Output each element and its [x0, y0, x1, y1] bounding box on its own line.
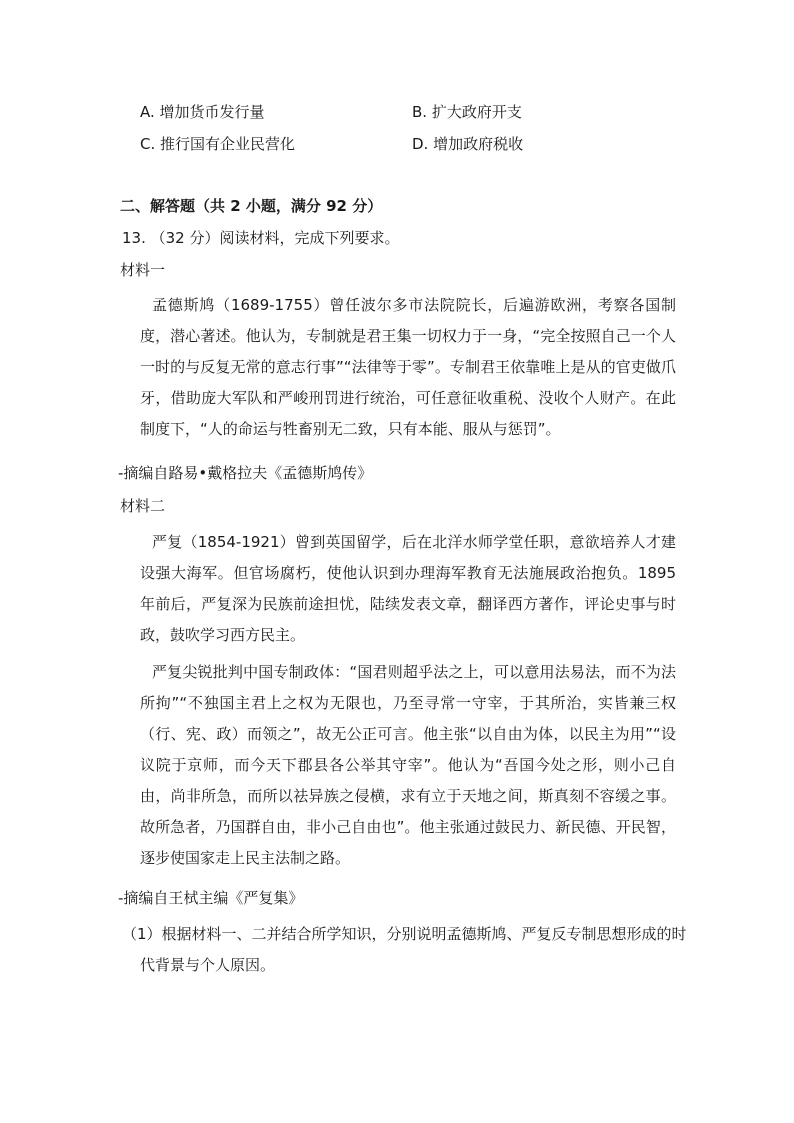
sub-question-1: （1）根据材料一、二并结合所学知识，分别说明孟德斯鸠、严复反专制思想形成的时代背景与个人原因。: [122, 925, 687, 974]
material-2-paragraph-2: 严复尖锐批判中国专制政体：“国君则超乎法之上，可以意用法易法，而不为法所拘”“不独国主君上之权为无限也，乃至寻常一守宰，于其所治，实皆兼三权（行、宪、政）而领之”，故无公正可言。他主张“以自由为体，以民主为用”“设议院于京师，而今天下郡县各公举其守宰”。他认为“吾国今处之形，则小己自由，尚非所急，而所以祛异族之侵横，求有立于天地之间，斯真刻不容缓之事。故所急者，乃国群自由，非小己自由也”。他主张通过鼓民力、新民德、开民智，逐步使国家走上民主法制之路。: [140, 663, 676, 867]
choice-c: C. 推行国有企业民营化: [140, 135, 296, 153]
choice-d: D. 增加政府税收: [412, 135, 524, 153]
section-title: 二、解答题（共 2 小题，满分 92 分）: [120, 197, 383, 215]
material-2-paragraph-1: 严复（1854-1921）曾到英国留学，后在北洋水师学堂任职，意欲培养人才建设强大海军。但官场腐朽，使他认识到办理海军教育无法施展政治抱负。1895 年前后，严复深为民族前途担忧，陆续发表文章，翻译西方著作，评论史事与时政，鼓吹学习西方民主。: [140, 533, 676, 644]
choice-b: B. 扩大政府开支: [412, 103, 522, 121]
material-2-source: -摘编自王栻主编《严复集》: [118, 889, 304, 907]
material-1-source: -摘编自路易•戴格拉夫《孟德斯鸠传》: [118, 464, 373, 482]
choice-a: A. 增加货币发行量: [140, 103, 265, 121]
question-13-prompt: 13. （32 分）阅读材料，完成下列要求。: [122, 229, 400, 247]
material-2-label: 材料二: [120, 497, 166, 515]
material-1-label: 材料一: [120, 261, 166, 279]
material-1-text: 孟德斯鸠（1689-1755）曾任波尔多市法院院长，后遍游欧洲，考察各国制度，潜心著述。他认为，专制就是君王集一切权力于一身，“完全按照自己一个人一时的与反复无常的意志行事”“法律等于零”。专制君王依靠唯上是从的官吏做爪牙，借助庞大军队和严峻刑罚进行统治，可任意征收重税、没收个人财产。在此制度下，“人的命运与牲畜别无二致，只有本能、服从与惩罚”。: [140, 296, 676, 438]
